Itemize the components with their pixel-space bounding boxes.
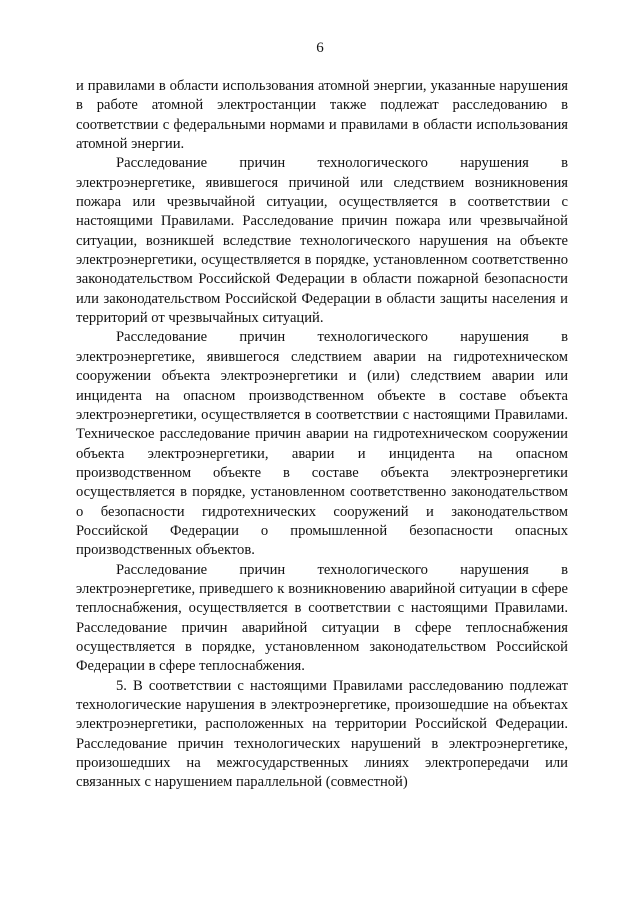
paragraph-fire-emergency: Расследование причин технологического нарушения в электроэнергетике, явившегося причиной или следствием возникновения пожара или чрезвычайной ситуации, осуществляется в соответствии с настоящими Правилами. Расследование причин пожара или чрезвычайной ситуации, возникшей вследствие технологического нарушения на объекте электроэнергетики, осуществляется в порядке, установленном соответственно законодательством Российской Федерации в области пожарной безопасности или законодательством Российской Федерации в области защиты населения и территорий от чрезвычайных ситуаций.: [76, 155, 568, 327]
paragraph-item-5: 5. В соответствии с настоящими Правилами расследованию подлежат технологические нарушения в электроэнергетике, произошедшие на объектах электроэнергетики, расположенных на территории Российской Федерации. Расследование причин технологических нарушений в электроэнергетике, произошедших на межгосударственных линиях электропередачи или связанных с нарушением параллельной (совместной): [76, 677, 568, 791]
paragraph-hydraulic-accident: Расследование причин технологического нарушения в электроэнергетике, явившегося следствием аварии на гидротехническом сооружении объекта электроэнергетики и (или) следствием аварии или инцидента на опасном производственном объекте в составе объекта электроэнергетики, осуществляется в соответствии с настоящими Правилами. Техническое расследование причин аварии на гидротехническом сооружении объекта электроэнергетики, аварии и инцидента на опасном производственном объекте в составе объекта электроэнергетики осуществляется в порядке, установленном соответственно законодательством о безопасности гидротехнических сооружений и законодательством Российской Федерации о промышленной безопасности опасных производственных объектов.: [76, 329, 568, 559]
document-body: [76, 77, 568, 793]
paragraph-heat-supply: Расследование причин технологического нарушения в электроэнергетике, приведшего к возникновению аварийной ситуации в сфере теплоснабжения, осуществляется в соответствии с настоящими Правилами. Расследование причин аварийной ситуации в сфере теплоснабжения осуществляется в порядке, установленном законодательством Российской Федерации в сфере теплоснабжения.: [76, 561, 568, 675]
page-number: 6: [316, 40, 324, 56]
paragraph-atomic-energy: и правилами в области использования атомной энергии, указанные нарушения в работе атомной электростанции также подлежат расследованию в соответствии с федеральными нормами и правилами в области использования атомной энергии.: [76, 78, 568, 153]
